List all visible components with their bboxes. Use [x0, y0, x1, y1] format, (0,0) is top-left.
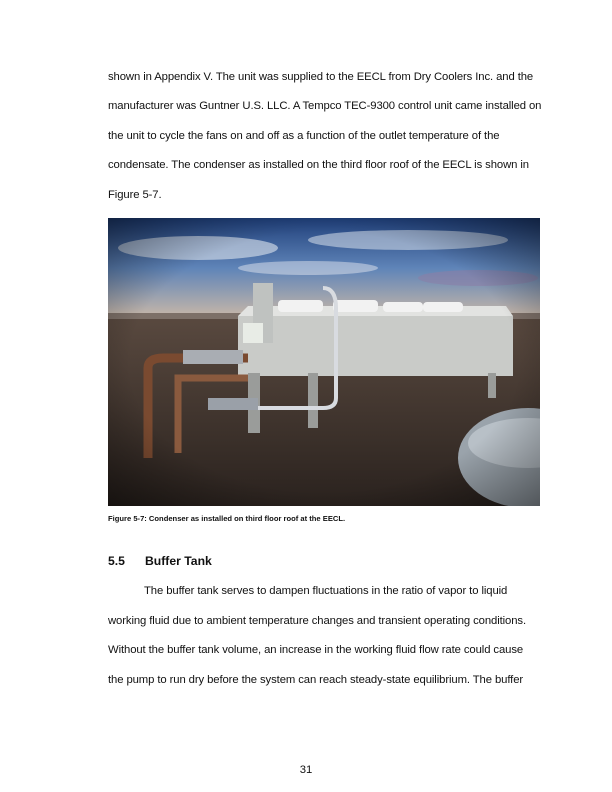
text-line: manufacturer was Guntner U.S. LLC. A Tempco TEC-9300 control unit came installed on [108, 100, 542, 112]
page-number: 31 [299, 764, 313, 776]
text-line: Without the buffer tank volume, an increase in the working fluid flow rate could cause [108, 644, 524, 656]
text-line: The buffer tank serves to dampen fluctuations in the ratio of vapor to liquid [144, 585, 508, 597]
section-number: 5.5 [108, 554, 125, 568]
condenser-photo [108, 218, 540, 506]
text-line: working fluid due to ambient temperature changes and transient operating conditions. [108, 615, 527, 627]
section-title: Buffer Tank [145, 554, 212, 568]
figure-caption: Figure 5-7: Condenser as installed on third floor roof at the EECL. [108, 514, 346, 523]
section-heading [108, 554, 212, 568]
text-line: the unit to cycle the fans on and off as a function of the outlet temperature of the [108, 130, 500, 142]
text-line: the pump to run dry before the system can reach steady-state equilibrium. The buffer [108, 674, 524, 686]
text-line: shown in Appendix V. The unit was supplied to the EECL from Dry Coolers Inc. and the [108, 71, 534, 83]
text-line: Figure 5-7. [108, 189, 162, 201]
text-line: condensate. The condenser as installed on the third floor roof of the EECL is shown in [108, 159, 529, 171]
